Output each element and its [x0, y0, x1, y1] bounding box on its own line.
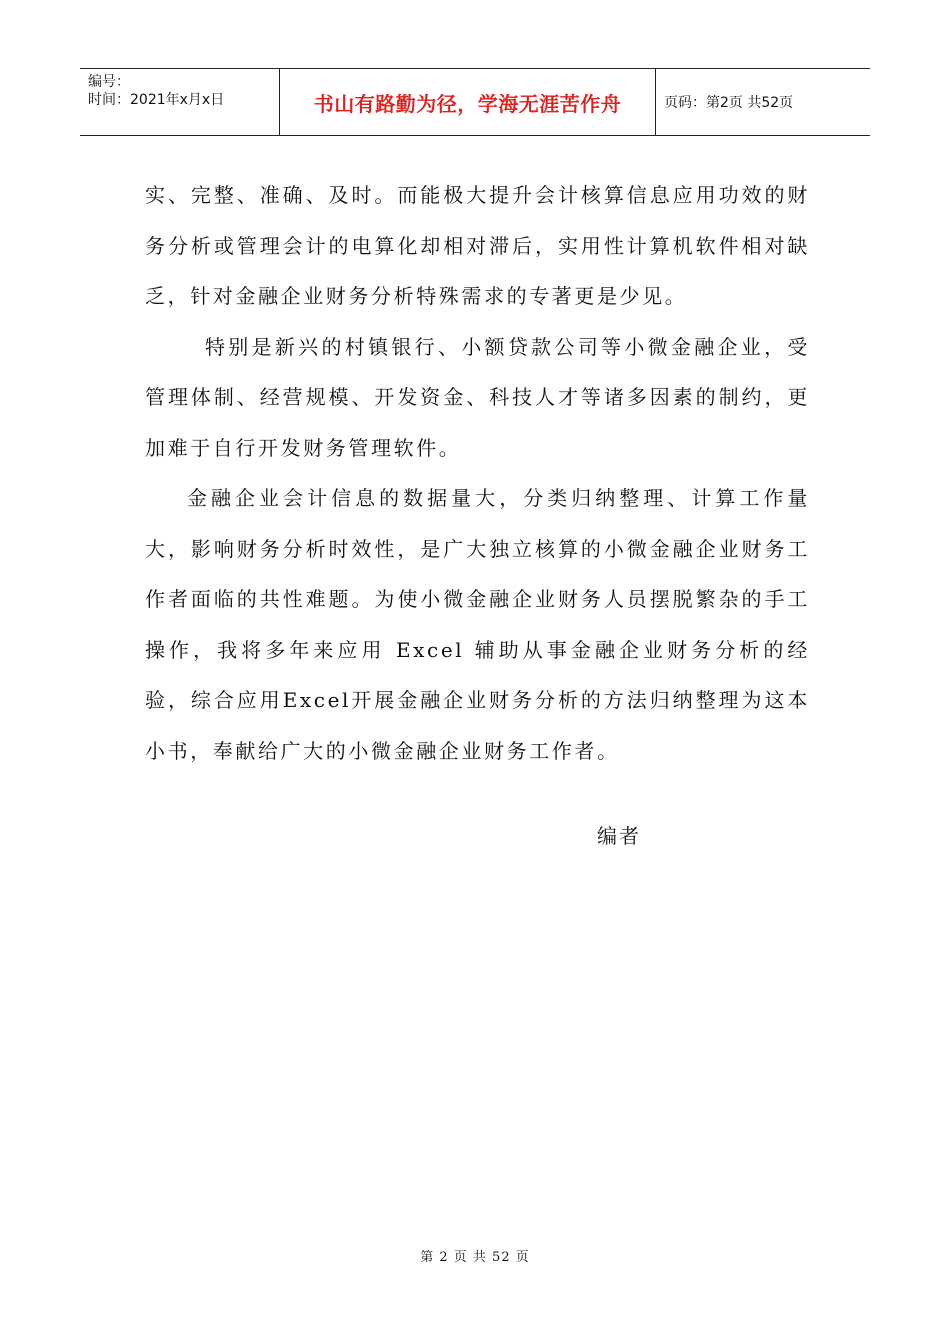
document-body — [145, 170, 810, 776]
body-paragraph: 特别是新兴的村镇银行、小额贷款公司等小微金融企业，受管理体制、经营规模、开发资金、科技人才等诸多因素的制约，更加难于自行开发财务管理软件。 — [145, 334, 810, 460]
document-header — [80, 68, 870, 136]
author-signature: 编者 — [597, 824, 641, 848]
document-date-label: 时间：2021年x月x日 — [88, 92, 225, 108]
header-page-info: 页码：第2页 共52页 — [664, 95, 794, 111]
header-motto-cell — [280, 69, 656, 135]
body-paragraph: 金融企业会计信息的数据量大，分类归纳整理、计算工作量大，影响财务分析时效性，是广大独立核算的小微金融企业财务工作者面临的共性难题。为使小微金融企业财务人员摆脱繁杂的手工操作，我将多年来应用 Excel 辅助从事金融企业财务分析的经验，综合应用Excel开展金融企业财务分析的方法归纳整理为这本小书，奉献给广大的小微金融企业财务工作者。 — [145, 486, 810, 763]
header-page-cell — [656, 69, 870, 135]
document-number-label: 编号： — [88, 74, 130, 90]
body-paragraph: 实、完整、准确、及时。而能极大提升会计核算信息应用功效的财务分析或管理会计的电算化却相对滞后，实用性计算机软件相对缺乏，针对金融企业财务分析特殊需求的专著更是少见。 — [145, 183, 810, 308]
page-footer: 第 2 页 共 52 页 — [420, 1250, 530, 1265]
header-meta-cell — [80, 69, 280, 135]
header-motto: 书山有路勤为径，学海无涯苦作舟 — [313, 91, 622, 116]
